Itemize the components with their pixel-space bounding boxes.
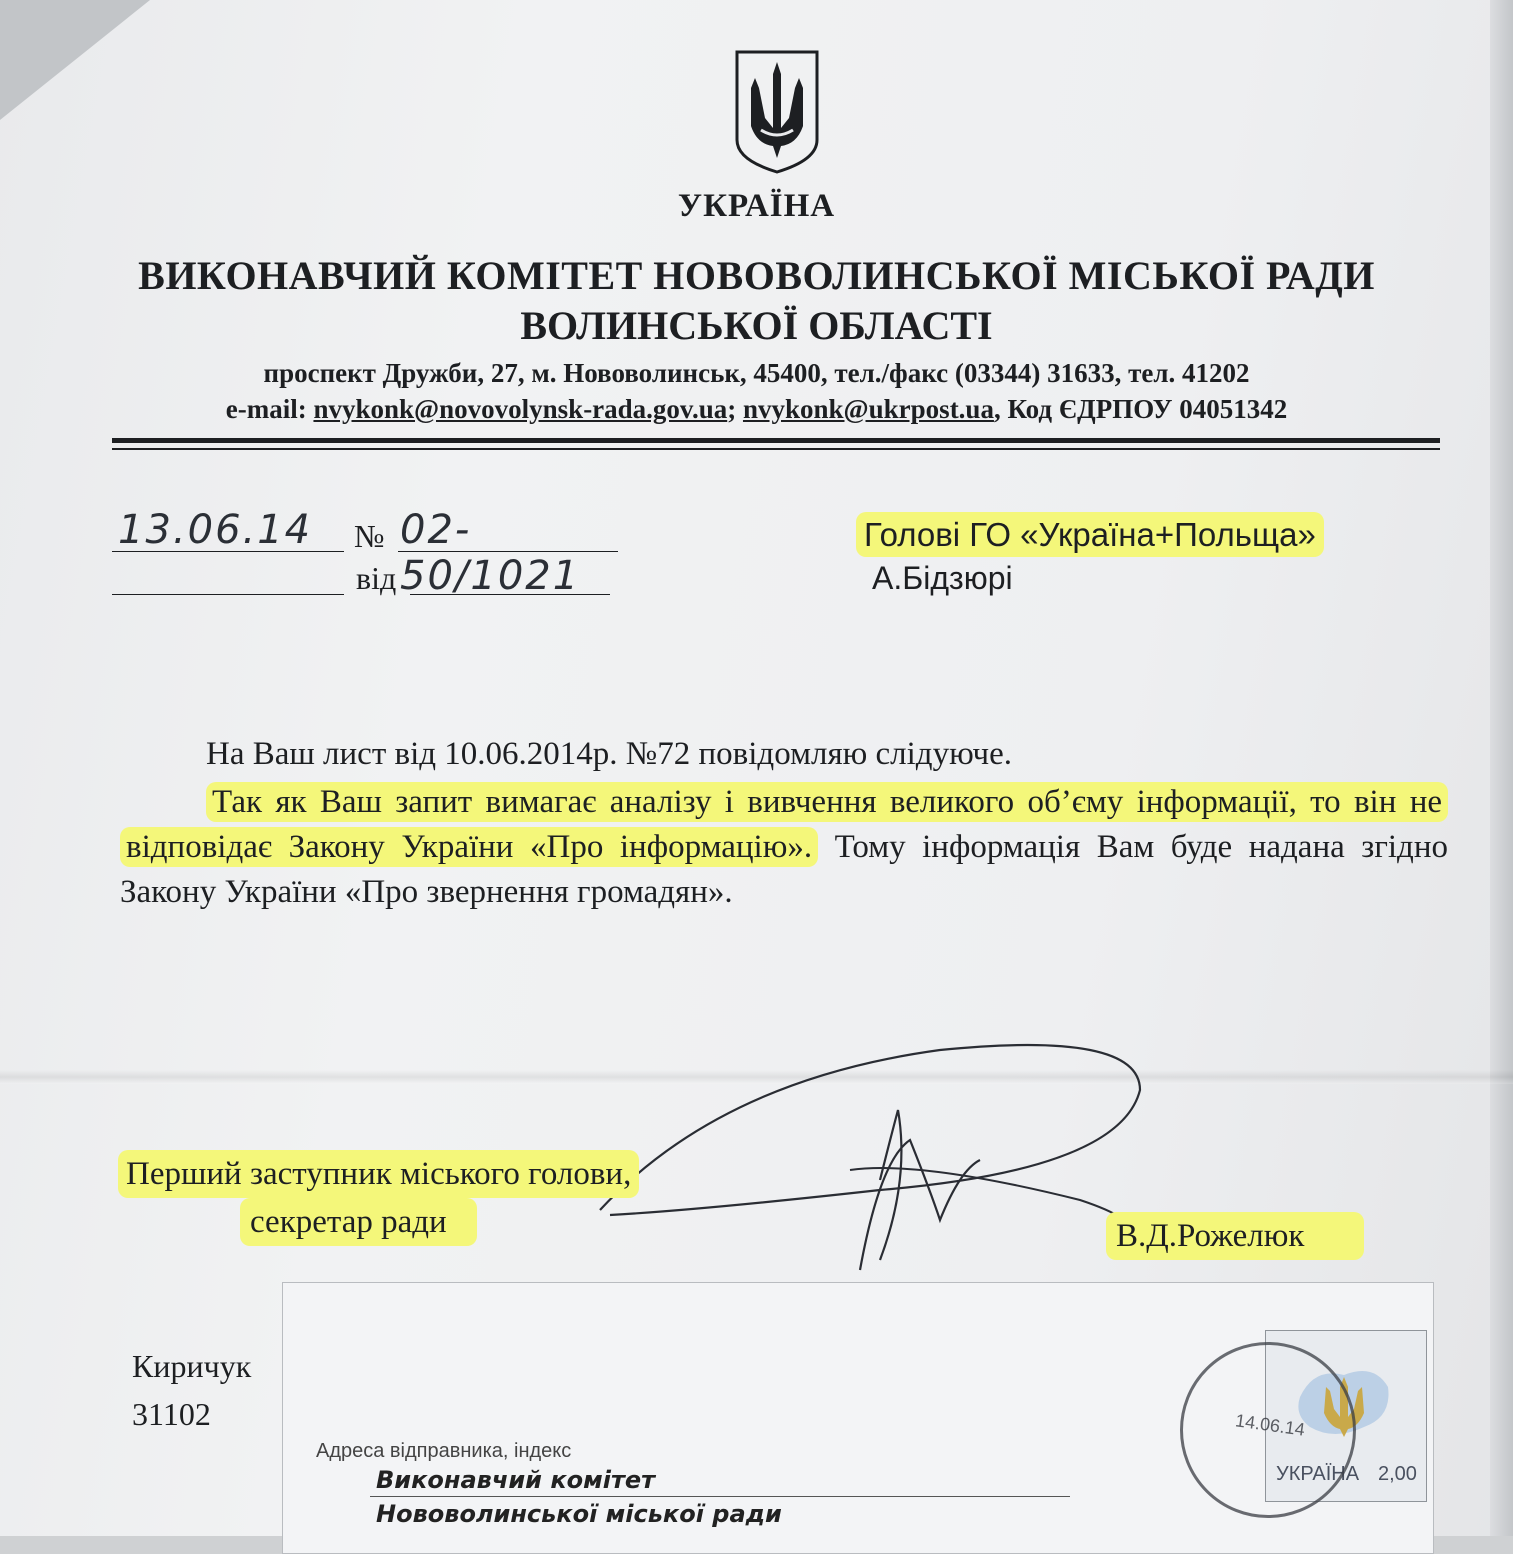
postmark — [1180, 1342, 1356, 1518]
header-rule-thick — [112, 438, 1440, 443]
stamp-value: 2,00 — [1378, 1463, 1417, 1485]
organization-region: ВОЛИНСЬКОЇ ОБЛАСТІ — [520, 303, 993, 348]
position-highlight-1: Перший заступник міського голови, — [118, 1150, 639, 1198]
country-title: УКРАЇНА — [677, 188, 836, 224]
incoming-date-field — [112, 560, 344, 595]
postmark-date: 14.06.14 — [1234, 1410, 1307, 1440]
body-remaining-text: Тому інформація Вам буде надана згідно Закону України «Про звернення громадян». — [120, 829, 1448, 910]
folded-corner — [0, 0, 150, 120]
trident-coat-of-arms-icon — [733, 48, 821, 176]
addressee-highlight: Голові ГО «Україна+Польща» — [856, 512, 1324, 557]
handwritten-date: 13.06.14 — [118, 507, 313, 553]
header-rule-thin — [112, 448, 1440, 450]
addressee-line1 — [856, 516, 1324, 554]
sender-line2: Нововолинської міської ради — [376, 1500, 782, 1528]
organization-address: проспект Дружби, 27, м. Нововолинськ, 45400, тел./факс (03344) 31633, тел. 41202 — [263, 358, 1250, 388]
email-separator: ; — [727, 394, 743, 424]
sender-line1: Виконавчий комітет — [376, 1466, 656, 1494]
stamp-country: УКРАЇНА — [1276, 1463, 1360, 1485]
from-label: від — [356, 560, 397, 596]
email-link-primary[interactable]: nvykonk@novovolynsk-rada.gov.ua — [313, 394, 728, 424]
body-highlighted-text: Так як Ваш запит вимагає аналізу і вивчення великого об’єму інформації, то він не відповідає Закону України «Про інформацію». — [120, 782, 1448, 867]
incoming-number-field — [410, 560, 610, 595]
executor-phone: 31102 — [132, 1396, 211, 1432]
sender-label: Адреса відправника, індекс — [316, 1440, 572, 1462]
paper-edge — [1490, 0, 1513, 1536]
handwritten-number: 02-50/1021 — [400, 507, 581, 599]
signatory-position-line2 — [240, 1204, 477, 1241]
email-label: e-mail: — [225, 394, 314, 424]
body-paragraph-2 — [120, 780, 1448, 915]
executor-name: Киричук — [132, 1348, 252, 1384]
sender-underline-1 — [370, 1496, 1070, 1497]
organization-name: ВИКОНАВЧИЙ КОМІТЕТ НОВОВОЛИНСЬКОЇ МІСЬКОЇ РАДИ — [138, 253, 1375, 298]
signatory-name-highlight: В.Д.Рожелюк — [1106, 1212, 1364, 1260]
signatory-position-line1 — [118, 1156, 639, 1193]
number-field — [398, 505, 618, 599]
handwritten-signature — [580, 1020, 1160, 1290]
signatory-name — [1106, 1218, 1364, 1255]
addressee-name: А.Бідзюрі — [872, 560, 1013, 596]
edrpou-code: , Код ЄДРПОУ 04051342 — [993, 394, 1288, 424]
date-field — [112, 505, 344, 552]
position-highlight-2: секретар ради — [240, 1198, 477, 1246]
body-paragraph-1: На Ваш лист від 10.06.2014р. №72 повідомляю слідуюче. — [206, 736, 1012, 772]
number-label: № — [354, 518, 385, 554]
email-link-secondary[interactable]: nvykonk@ukrpost.ua — [742, 394, 994, 424]
organization-contacts — [0, 394, 1513, 425]
